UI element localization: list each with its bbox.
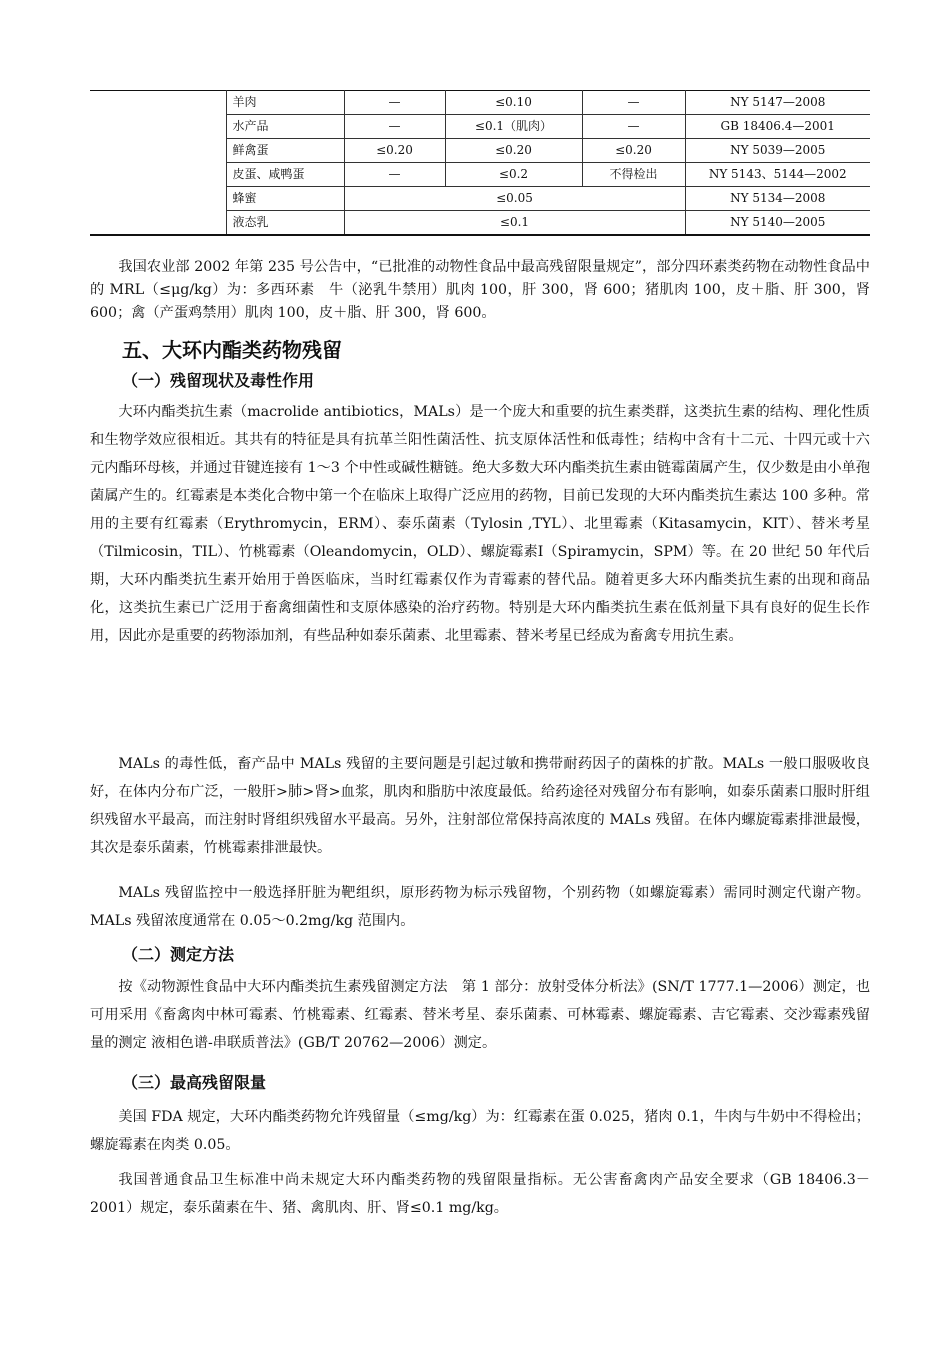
paragraph-methods: 按《动物源性食品中大环内酯类抗生素残留测定方法 第 1 部分：放射受体分析法》(SN/T 1777.1—2006）测定，也可用采用《畜禽肉中林可霉素、竹桃霉素、红霉素、替米考星、泰乐菌素、可林霉素、螺旋霉素、吉它霉素、交沙霉素残留量的测定 液相色谱-串联质普法》(GB/T 20762—2006）测定。 (90, 979, 871, 1051)
limit-cell-b: ≤0.1（肌肉） (445, 115, 582, 139)
table-row (90, 139, 870, 163)
table-row (90, 115, 870, 139)
subheading-methods: （二）测定方法 (122, 945, 235, 964)
standard-cell: NY 5039—2005 (685, 139, 870, 163)
limit-cell-a: ≤0.20 (344, 139, 445, 163)
limit-cell-c: 不得检出 (582, 163, 685, 187)
paragraph-fda: 美国 FDA 规定，大环内酯类药物允许残留量（≤mg/kg）为：红霉素在蛋 0.025，猪肉 0.1，牛肉与牛奶中不得检出；螺旋霉素在肉类 0.05。 (90, 1109, 870, 1153)
subheading-residue-toxicity: （一）残留现状及毒性作用 (122, 371, 315, 390)
limit-cell-b: ≤0.2 (445, 163, 582, 187)
limit-cell-c: ≤0.20 (582, 139, 685, 163)
limit-cell-a: — (344, 91, 445, 115)
food-name-cell: 蜂蜜 (226, 187, 344, 211)
row-group-cell (90, 163, 226, 187)
table-row (90, 187, 870, 211)
table-row (90, 163, 870, 187)
row-group-cell (90, 139, 226, 163)
paragraph-china-standard: 我国普通食品卫生标准中尚未规定大环内酯类药物的残留限量指标。无公害畜禽肉产品安全要求（GB 18406.3－2001）规定，泰乐菌素在牛、猪、禽肌肉、肝、肾≤0.1 mg/kg。 (90, 1172, 870, 1216)
limit-cell-c: — (582, 91, 685, 115)
food-name-cell: 液态乳 (226, 211, 344, 236)
row-group-cell (90, 211, 226, 236)
paragraph-toxicity: MALs 的毒性低，畜产品中 MALs 残留的主要问题是引起过敏和携带耐药因子的菌株的扩散。MALs 一般口服吸收良好，在体内分布广泛，一般肝>肺>肾>血浆，肌肉和脂肪中浓度最低。给药途径对残留分布有影响，如泰乐菌素口服时肝组织残留水平最高，而注射时肾组织残留水平最高。另外，注射部位常保持高浓度的 MALs 残留。在体内螺旋霉素排泄最慢，其次是泰乐菌素，竹桃霉素排泄最快。 (90, 756, 870, 856)
food-name-cell: 水产品 (226, 115, 344, 139)
limit-cell-a: — (344, 163, 445, 187)
standard-cell: NY 5140—2005 (685, 211, 870, 236)
subheading-mrl: （三）最高残留限量 (122, 1073, 267, 1092)
limit-cell-b: ≤0.10 (445, 91, 582, 115)
food-name-cell: 鲜禽蛋 (226, 139, 344, 163)
limit-cell-b: ≤0.20 (445, 139, 582, 163)
standard-cell: NY 5143、5144—2002 (685, 163, 870, 187)
paragraph-monitoring: MALs 残留监控中一般选择肝脏为靶组织，原形药物为标示残留物，个别药物（如螺旋霉素）需同时测定代谢产物。MALs 残留浓度通常在 0.05～0.2mg/kg 范围内。 (90, 885, 870, 929)
food-name-cell: 皮蛋、咸鸭蛋 (226, 163, 344, 187)
table-row (90, 91, 870, 115)
standard-cell: GB 18406.4—2001 (685, 115, 870, 139)
standard-cell: NY 5147—2008 (685, 91, 870, 115)
table-row (90, 211, 870, 236)
row-group-cell (90, 115, 226, 139)
intro-paragraph: 我国农业部 2002 年第 235 号公告中，“已批准的动物性食品中最高残留限量规定”，部分四环素类药物在动物性食品中的 MRL（≤μg/kg）为：多西环素 牛（泌乳牛禁用）肌肉 100，肝 300，肾 600；猪肌肉 100，皮＋脂、肝 300，肾 600；禽（产蛋鸡禁用）肌肉 100，皮＋脂、肝 300，肾 600。 (90, 259, 870, 321)
standard-cell: NY 5134—2008 (685, 187, 870, 211)
row-group-cell (90, 91, 226, 115)
food-name-cell: 羊肉 (226, 91, 344, 115)
limit-cell-a: — (344, 115, 445, 139)
section-heading: 五、大环内酯类药物残留 (122, 338, 342, 362)
limit-merged-cell: ≤0.05 (344, 187, 685, 211)
paragraph-overview: 大环内酯类抗生素（macrolide antibiotics，MALs）是一个庞大和重要的抗生素类群，这类抗生素的结构、理化性质和生物学效应很相近。其共有的特征是具有抗革兰阳性菌活性、抗支原体活性和低毒性；结构中含有十二元、十四元或十六元内酯环母核，并通过苷键连接有 1～3 个中性或碱性糖链。绝大多数大环内酯类抗生素由链霉菌属产生，仅少数是由小单孢菌属产生的。红霉素是本类化合物中第一个在临床上取得广泛应用的药物，目前已发现的大环内酯类抗生素达 100 多种。常用的主要有红霉素（Erythromycin，ERM）、泰乐菌素（Tylosin ,TYL）、北里霉素（Kitasamycin，KIT）、替米考星（Tilmicosin，TIL）、竹桃霉素（Oleandomycin，OLD）、螺旋霉素Ⅰ（Spiramycin，SPM）等。在 20 世纪 50 年代后期，大环内酯类抗生素开始用于兽医临床，当时红霉素仅作为青霉素的替代品。随着更多大环内酯类抗生素的出现和商品化，这类抗生素已广泛用于畜禽细菌性和支原体感染的治疗药物。特别是大环内酯类抗生素在低剂量下具有良好的促生长作用，因此亦是重要的药物添加剂，有些品种如泰乐菌素、北里霉素、替米考星已经成为畜禽专用抗生素。 (90, 404, 870, 644)
limit-merged-cell: ≤0.1 (344, 211, 685, 236)
mrl-table (90, 90, 870, 236)
row-group-cell (90, 187, 226, 211)
limit-cell-c: — (582, 115, 685, 139)
